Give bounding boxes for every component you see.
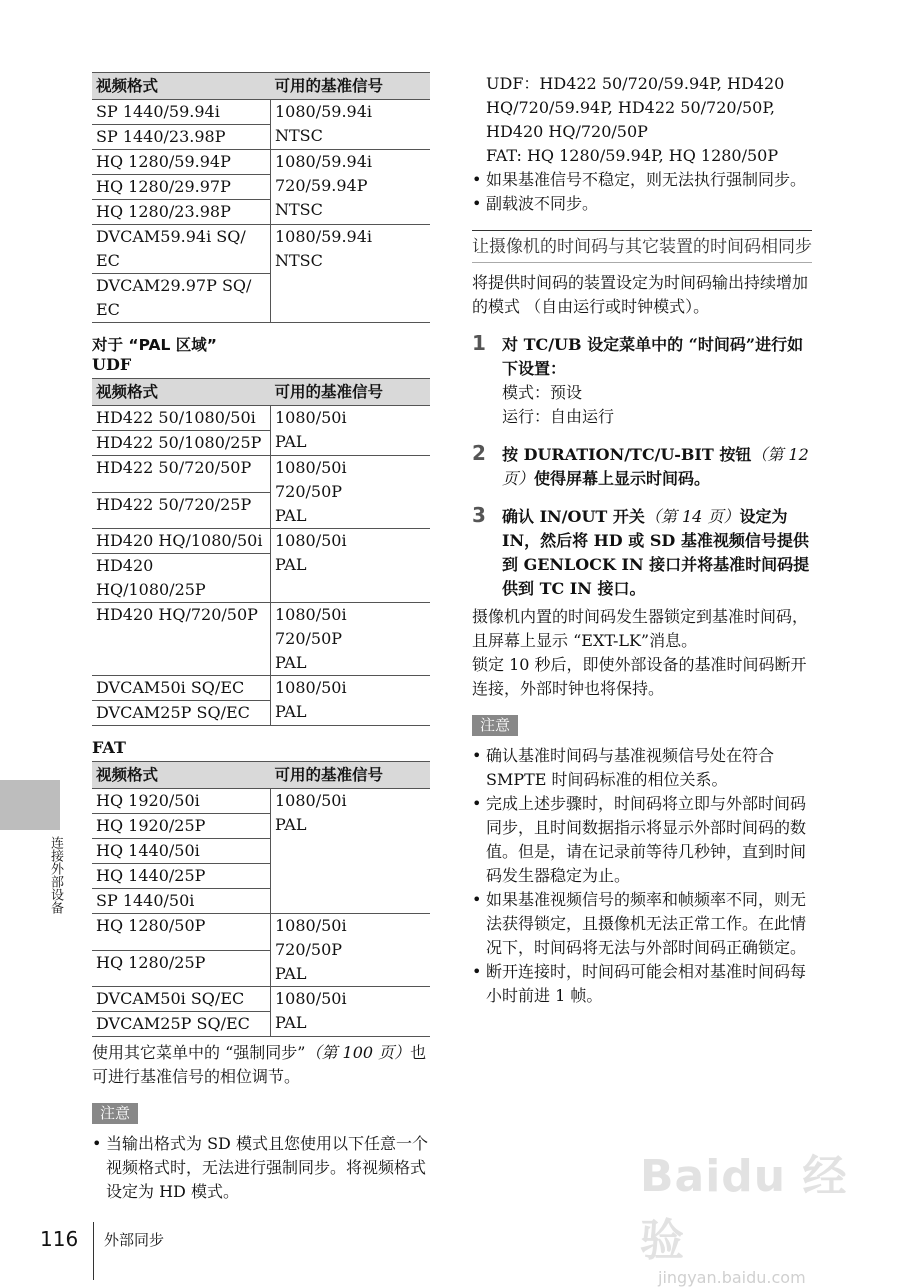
- table-row: [92, 456, 430, 493]
- format-cell: DVCAM50i SQ/EC: [92, 987, 271, 1012]
- signal-value: PAL: [275, 702, 307, 721]
- table-row: [92, 603, 430, 676]
- chapter-tab: [0, 780, 60, 830]
- format-cell: DVCAM29.97P SQ/ EC: [92, 274, 271, 323]
- list-item: • 完成上述步骤时，时间码将立即与外部时间码同步，且时间数据指示将显示外部时间码的数值。但是，请在记录前等待几秒钟，直到时间码发生器稳定为止。: [472, 792, 812, 888]
- list-item: • 副载波不同步。: [472, 192, 812, 216]
- right-top-bullets: [472, 168, 812, 216]
- step-title-tail: 使得屏幕上显示时间码。: [534, 469, 711, 488]
- step: [472, 443, 812, 491]
- fat-heading: FAT: [92, 738, 126, 757]
- format-cell: HQ 1280/50P: [92, 914, 271, 951]
- after-step-paragraph: 锁定 10 秒后，即使外部设备的基准时间码断开连接，外部时钟也将保持。: [472, 655, 807, 698]
- list-item: • 断开连接时，时间码可能会相对基准时间码每小时前进 1 帧。: [472, 960, 812, 1008]
- step: [472, 505, 812, 601]
- format-cell: HQ 1440/25P: [92, 864, 271, 889]
- table-header-row: [92, 379, 430, 406]
- signal-value: 1080/50i: [275, 408, 347, 427]
- section-intro: 将提供时间码的装置设定为时间码输出持续增加的模式 （自由运行或时钟模式）。: [472, 273, 809, 316]
- pal-fat-reference-table: [92, 761, 430, 1037]
- right-note-list: [472, 744, 812, 1008]
- section-title: 让摄像机的时间码与其它装置的时间码相同步: [472, 230, 812, 263]
- step-title-tail: 设定为 IN，然后将 HD 或 SD 基准视频信号提供到 GENLOCK IN 接口并将基准时间码提供到 TC IN 接口。: [502, 507, 810, 598]
- signal-value: 720/50P: [275, 629, 343, 648]
- baidu-watermark: [640, 1140, 890, 1287]
- signal-value: 1080/50i: [275, 989, 347, 1008]
- note-label-left: 注意: [92, 1103, 138, 1124]
- step-title-text: 对 TC/UB 设定菜单中的 “时间码”进行如下设置：: [502, 335, 804, 378]
- signal-value: 720/50P: [275, 482, 343, 501]
- format-cell: SP 1440/59.94i: [92, 100, 271, 125]
- table-row: [92, 150, 430, 175]
- signal-cell: [271, 100, 431, 150]
- format-cell: HQ 1280/29.97P: [92, 175, 271, 200]
- header-signal: 可用的基准信号: [271, 379, 431, 406]
- format-cell: SP 1440/50i: [92, 889, 271, 914]
- table-row: [92, 914, 430, 951]
- chapter-label: 连接外部设备: [48, 836, 63, 914]
- pal-udf-reference-table: [92, 378, 430, 726]
- format-cell: DVCAM25P SQ/EC: [92, 1012, 271, 1037]
- signal-cell: [271, 406, 431, 456]
- signal-value: PAL: [275, 555, 307, 574]
- step-number: 1: [472, 331, 486, 355]
- format-cell: HQ 1280/23.98P: [92, 200, 271, 225]
- format-cell: HD420 HQ/720/50P: [92, 603, 271, 676]
- note-label-right: 注意: [472, 715, 518, 736]
- header-signal: 可用的基准信号: [271, 762, 431, 789]
- signal-value: 1080/50i: [275, 916, 347, 935]
- after-step-paragraph: 摄像机内置的时间码发生器锁定到基准时间码，且屏幕上显示 “EXT-LK”消息。: [472, 607, 809, 650]
- header-format: 视频格式: [92, 379, 271, 406]
- table-row: [92, 676, 430, 701]
- table-row: [92, 789, 430, 814]
- signal-cell: [271, 150, 431, 225]
- format-cell: HQ 1280/59.94P: [92, 150, 271, 175]
- watermark-url: jingyan.baidu.com: [658, 1268, 806, 1287]
- signal-value: 1080/59.94i: [275, 102, 373, 121]
- signal-value: 1080/50i: [275, 531, 347, 550]
- signal-value: NTSC: [275, 126, 323, 145]
- step-sub: 模式：预设: [502, 383, 583, 402]
- format-cell: HD422 50/720/50P: [92, 456, 271, 493]
- table-header-row: [92, 73, 430, 100]
- table-row: [92, 406, 430, 431]
- after-steps: [472, 605, 812, 701]
- step-title: [502, 505, 812, 601]
- signal-cell: [271, 456, 431, 529]
- format-cell: HQ 1280/25P: [92, 950, 271, 987]
- udf-format-list: UDF：HD422 50/720/59.94P, HD420 HQ/720/59.94P, HD422 50/720/50P, HD420 HQ/720/50P: [486, 74, 785, 141]
- footer-divider: [93, 1222, 94, 1280]
- format-cell: HD422 50/1080/50i: [92, 406, 271, 431]
- header-format: 视频格式: [92, 762, 271, 789]
- list-item: • 如果基准视频信号的频率和帧频率不同，则无法获得锁定，且摄像机无法正常工作。在此情况下，时间码将无法与外部时间码正确锁定。: [472, 888, 812, 960]
- header-signal: 可用的基准信号: [271, 73, 431, 100]
- step-title: [502, 333, 812, 381]
- table-header-row: [92, 762, 430, 789]
- left-paragraph: 使用其它菜单中的 “强制同步”（第 100 页）也可进行基准信号的相位调节。: [92, 1043, 427, 1086]
- signal-value: PAL: [275, 506, 307, 525]
- signal-value: 1080/50i: [275, 605, 347, 624]
- signal-value: PAL: [275, 432, 307, 451]
- pal-heading: 对于 “PAL 区域” UDF: [92, 336, 217, 374]
- format-cell: HD422 50/1080/25P: [92, 431, 271, 456]
- header-format: 视频格式: [92, 73, 271, 100]
- format-cell: HD420 HQ/1080/25P: [92, 554, 271, 603]
- table-row: [92, 987, 430, 1012]
- page-number: 116: [40, 1227, 79, 1251]
- ntsc-reference-table: [92, 72, 430, 323]
- signal-value: PAL: [275, 964, 307, 983]
- signal-value: 720/50P: [275, 940, 343, 959]
- step-title-text: 确认 IN/OUT 开关: [502, 507, 645, 526]
- step-number: 2: [472, 441, 486, 465]
- list-item: • 如果基准信号不稳定，则无法执行强制同步。: [472, 168, 812, 192]
- signal-value: 1080/59.94i: [275, 152, 373, 171]
- step-page-ref: （第 14 页）: [644, 507, 740, 526]
- step: [472, 333, 812, 429]
- watermark-logo: Baidu 经验: [640, 1151, 848, 1266]
- format-cell: DVCAM50i SQ/EC: [92, 676, 271, 701]
- left-note-list: [92, 1132, 430, 1204]
- step-number: 3: [472, 503, 486, 527]
- format-cell: HQ 1920/25P: [92, 814, 271, 839]
- signal-value: PAL: [275, 1013, 307, 1032]
- table-row: [92, 529, 430, 554]
- step-list: [472, 333, 812, 601]
- format-cell: DVCAM25P SQ/EC: [92, 701, 271, 726]
- signal-value: PAL: [275, 815, 307, 834]
- signal-cell: [271, 987, 431, 1037]
- signal-cell: [271, 789, 431, 914]
- format-cell: SP 1440/23.98P: [92, 125, 271, 150]
- fat-format-list: FAT: HQ 1280/59.94P, HQ 1280/50P: [486, 146, 779, 165]
- signal-value: 1080/50i: [275, 678, 347, 697]
- footer-title: 外部同步: [104, 1231, 165, 1249]
- signal-cell: [271, 676, 431, 726]
- signal-value: NTSC: [275, 251, 323, 270]
- format-cell: DVCAM59.94i SQ/ EC: [92, 225, 271, 274]
- left-column: [92, 72, 430, 1204]
- signal-value: 1080/50i: [275, 791, 347, 810]
- step-title: [502, 443, 812, 491]
- format-cell: HD420 HQ/1080/50i: [92, 529, 271, 554]
- step-title-text: 按 DURATION/TC/U-BIT 按钮: [502, 445, 752, 464]
- signal-value: NTSC: [275, 200, 323, 219]
- signal-cell: [271, 603, 431, 676]
- format-cell: HQ 1920/50i: [92, 789, 271, 814]
- signal-cell: [271, 914, 431, 987]
- format-cell: HQ 1440/50i: [92, 839, 271, 864]
- signal-value: 1080/50i: [275, 458, 347, 477]
- signal-value: PAL: [275, 653, 307, 672]
- table-row: [92, 225, 430, 274]
- format-cell: HD422 50/720/25P: [92, 492, 271, 529]
- table-row: [92, 100, 430, 125]
- step-sub: 运行：自由运行: [502, 407, 615, 426]
- list-item: • 当输出格式为 SD 模式且您使用以下任意一个视频格式时，无法进行强制同步。将视频格式设定为 HD 模式。: [92, 1132, 430, 1204]
- right-column: [472, 72, 812, 1008]
- signal-cell: [271, 529, 431, 603]
- signal-value: 1080/59.94i: [275, 227, 373, 246]
- signal-value: 720/59.94P: [275, 176, 368, 195]
- step-page-ref: （第 12 页）: [502, 445, 809, 488]
- signal-cell: [271, 225, 431, 323]
- list-item: • 确认基准时间码与基准视频信号处在符合 SMPTE 时间码标准的相位关系。: [472, 744, 812, 792]
